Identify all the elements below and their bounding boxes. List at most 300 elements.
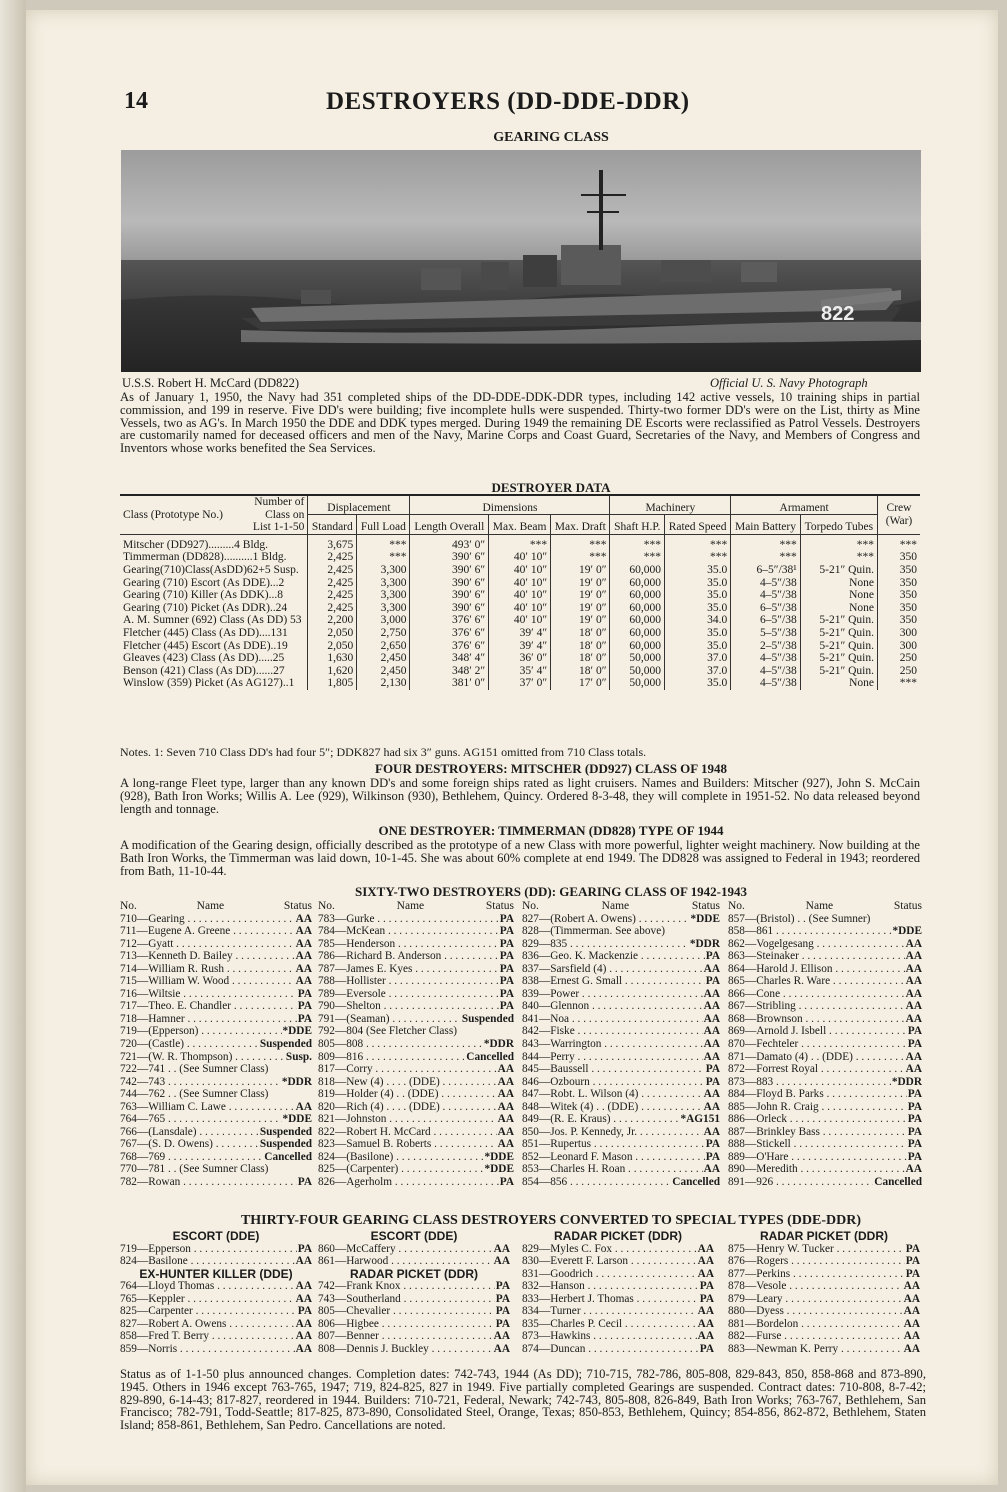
list-item [318, 1293, 510, 1306]
header-no: No. [318, 900, 335, 912]
list-item [318, 950, 514, 963]
ship-status: PA [705, 950, 720, 963]
list-item [522, 1255, 714, 1268]
ship-status: *DDE [484, 1163, 514, 1176]
list-item [318, 1255, 510, 1268]
col-full-load: Full Load [357, 515, 410, 534]
col-main-battery: Main Battery [731, 515, 801, 534]
header-status: Status [893, 900, 922, 912]
list-item [120, 1293, 312, 1306]
ship-name: 807—Benner . . . [318, 1330, 493, 1343]
ship-name: 713—Kenneth D. Bailey . . . [120, 950, 295, 963]
ship-status: AA [697, 1242, 714, 1255]
data-cell: 19′ 0″ [551, 602, 610, 615]
data-cell: 2,050 [308, 640, 357, 653]
data-cell: 39′ 4″ [489, 640, 551, 653]
ship-name: 851—Rupertus . . . [522, 1138, 705, 1151]
page-number: 14 [124, 88, 148, 114]
class-name-cell: Mitscher (DD927).........4 Bldg. [123, 538, 269, 551]
data-cell: None [800, 677, 877, 690]
ship-name: 837—Sarsfield (4) . . . [522, 963, 703, 976]
list-item [120, 925, 312, 938]
data-cell: 19′ 0″ [551, 577, 610, 590]
ship-status: AA [697, 1255, 714, 1268]
header-status: Status [283, 900, 312, 912]
ship-status: PA [499, 950, 514, 963]
ship-status: AA [697, 1317, 714, 1330]
ship-name: 827—(Robert A. Owens) . . . [522, 913, 690, 926]
col-draft: Max. Draft [551, 515, 610, 534]
ship-name: 860—McCaffery . . . [318, 1243, 493, 1256]
ship-name: 821—Johnston . . . [318, 1113, 497, 1126]
ship-status: AA [295, 950, 312, 963]
data-cell: 2,425 [308, 602, 357, 615]
list-item [522, 1126, 720, 1139]
data-cell: *** [610, 534, 665, 551]
data-cell: *** [731, 551, 801, 564]
ship-name: 884—Floyd B. Parks . . . [728, 1088, 907, 1101]
data-cell: 250 [878, 652, 921, 665]
ship-status: PA [499, 1000, 514, 1013]
ship-status: AA [905, 987, 922, 1000]
list-item [728, 1176, 922, 1189]
data-cell: 376′ 6″ [410, 627, 489, 640]
data-cell: 390′ 6″ [410, 551, 489, 564]
ship-name: 790—Shelton . . . [318, 1000, 499, 1013]
ship-name: 864—Harold J. Ellison . . . [728, 963, 905, 976]
ship-name: 715—William W. Wood . . . [120, 975, 295, 988]
data-cell: 19′ 0″ [551, 614, 610, 627]
gearing-heading: SIXTY-TWO DESTROYERS (DD): GEARING CLASS OF 1942-1943 [355, 884, 747, 899]
ship-status [311, 1063, 312, 1076]
ship-name: 883—Newman K. Perry . . . [728, 1343, 903, 1356]
data-cell: 60,000 [610, 589, 665, 602]
ship-name: 845—Baussell . . . [522, 1063, 705, 1076]
class-name-cell: Gearing (710) Escort (As DDE)...2 [123, 576, 285, 589]
converted-heading: THIRTY-FOUR GEARING CLASS DESTROYERS CONVERTED TO SPECIAL TYPES (DDE-DDR) [240, 1213, 862, 1228]
data-cell: 34.0 [664, 614, 730, 627]
header-name: Name [601, 900, 630, 912]
list-item [522, 1163, 720, 1176]
ship-status: AA [697, 1330, 714, 1343]
ship-status: Cancelled [672, 1176, 720, 1189]
list-item [522, 1318, 714, 1331]
ship-status: PA [705, 975, 720, 988]
list-item [728, 1318, 920, 1331]
gearing-column-header [120, 900, 312, 913]
list-item [120, 1063, 312, 1076]
list-item [318, 1330, 510, 1343]
list-item [120, 1318, 312, 1331]
ship-name: 854—856 . . . [522, 1176, 671, 1189]
data-cell: 40′ 10″ [489, 602, 551, 615]
data-cell: 2–5″/38 [731, 640, 801, 653]
data-cell: 2,130 [357, 677, 410, 690]
ship-status: PA [499, 975, 514, 988]
ship-name: 863—Steinaker . . . [728, 950, 905, 963]
data-cell: 350 [878, 602, 921, 615]
ship-status: AA [493, 1342, 510, 1355]
data-cell: *** [664, 534, 730, 551]
ship-name: 839—Power . . . [522, 988, 703, 1001]
ship-name: 873—Hawkins . . . [522, 1330, 697, 1343]
data-table-row [120, 640, 920, 653]
data-cell: 3,000 [357, 614, 410, 627]
data-cell: 37.0 [664, 665, 730, 678]
class-name-cell: Timmerman (DD828)..........1 Bldg. [123, 551, 287, 564]
data-cell: 5-21″ Quin. [800, 564, 877, 577]
ship-status: AA [903, 1305, 920, 1318]
ship-name: 852—Leonard F. Mason . . . [522, 1151, 705, 1164]
ship-name: 742—743 . . . [120, 1076, 281, 1089]
ship-status: AA [493, 1330, 510, 1343]
ship-name: 718—Hamner . . . [120, 1013, 297, 1026]
ship-name: 825—Carpenter . . . [120, 1305, 297, 1318]
data-cell: 35′ 4″ [489, 665, 551, 678]
ship-name: 792—804 (See Fletcher Class) [318, 1025, 457, 1038]
list-item [728, 1000, 922, 1013]
ship-status: AA [703, 1125, 720, 1138]
converted-column [522, 1230, 714, 1355]
type-heading: ESCORT (DDE) [370, 1229, 458, 1243]
ship-name: 858—Fred T. Berry . . . [120, 1330, 295, 1343]
ship-name: 826—Agerholm . . . [318, 1176, 499, 1189]
list-item [120, 1151, 312, 1164]
data-cell: *** [800, 534, 877, 551]
ship-name: 878—Vesole . . . [728, 1280, 903, 1293]
ship-status: PA [297, 1176, 312, 1189]
ship-name: 768—769 . . . [120, 1151, 263, 1164]
list-item [522, 1025, 720, 1038]
ship-name: 785—Henderson . . . [318, 938, 499, 951]
data-table-row [120, 589, 920, 602]
data-cell: *** [551, 551, 610, 564]
ship-name: 880—Dyess . . . [728, 1305, 903, 1318]
list-item [728, 1126, 922, 1139]
ship-status: PA [699, 1280, 714, 1293]
ship-name: 825—(Carpenter) . . . [318, 1163, 484, 1176]
ship-status: Suspended [461, 1012, 514, 1025]
intro-paragraph: As of January 1, 1950, the Navy had 351 completed ships of the DD-DDE-DDK-DDR types, including 142 active vessels, 10 training ships in partial commission, and 199 in reserve. Five DD's were building; five incomplete hulls were suspended. Thirty-two former DD's were on the List, thirty as Mine Vessels, two as AG's. In March 1950 the DDE and DDK types merged. During 1949 the remaining DE Escorts were reclassified as Patrol Vessels. Destroyers are customarily named for deceased officers and men of the Navy, Marine Corps and Coast Guard, Secretaries of the Navy, and Members of Congress and Inventors whose works benefited the Sea Services. [120, 390, 920, 456]
ship-name: 849—(R. E. Kraus) . . . [522, 1113, 679, 1126]
data-cell: 1,630 [308, 652, 357, 665]
ship-status: AA [295, 962, 312, 975]
ship-name: 873—883 . . . [728, 1076, 891, 1089]
ship-status: PA [907, 1125, 922, 1138]
data-cell: 60,000 [610, 627, 665, 640]
ship-name: 868—Brownson . . . [728, 1013, 905, 1026]
data-cell: 390′ 6″ [410, 564, 489, 577]
list-item [318, 1126, 514, 1139]
ship-name: 742—Frank Knox . . . [318, 1280, 495, 1293]
gearing-column-header [522, 900, 720, 913]
destroyer-data-table [120, 494, 920, 690]
list-item [522, 1101, 720, 1114]
ship-name: 710—Gearing . . . [120, 913, 295, 926]
ship-status: AA [497, 1138, 514, 1151]
list-item [522, 1243, 714, 1256]
list-item [318, 1280, 510, 1293]
mitscher-text: A long-range Fleet type, larger than any known DD's and some foreign ships rated as light cruisers. Names and Builders: Mitscher (927), John S. McCain (928), Bath Iron Works; Willis A. Lee (929), Wilkinson (930), Bethlehem, Quincy. Ordered 8-3-48, they will complete in 1951-52. No data released beyond length and tonnage. [120, 776, 920, 816]
col-speed: Rated Speed [664, 515, 730, 534]
class-name-cell: Gearing (710) Picket (As DDR)..24 [123, 601, 288, 614]
ship-status: *DDR [891, 1075, 922, 1088]
ship-name: 719—(Epperson) . . . [120, 1025, 282, 1038]
data-cell: 300 [878, 627, 921, 640]
header-no: No. [728, 900, 745, 912]
data-cell: 376′ 6″ [410, 614, 489, 627]
ship-name: 722—741 . . (See Sumner Class) [120, 1063, 269, 1076]
list-item [318, 1176, 514, 1189]
list-item [318, 1163, 514, 1176]
type-heading: ESCORT (DDE) [172, 1229, 260, 1243]
ship-status: *DDE [892, 925, 922, 938]
ship-name: 891—926 . . . [728, 1176, 873, 1189]
ship-name: 717—Theo. E. Chandler . . . [120, 1000, 297, 1013]
data-cell: 39′ 4″ [489, 627, 551, 640]
ship-name: 889—O'Hare . . . [728, 1151, 907, 1164]
ship-status: AA [903, 1317, 920, 1330]
data-cell: 60,000 [610, 577, 665, 590]
list-item [728, 1113, 922, 1126]
list-item [728, 1151, 922, 1164]
ship-name: 857—(Bristol) . . (See Sumner) [728, 912, 871, 925]
ship-name: 765—Keppler . . . [120, 1293, 295, 1306]
data-cell: 36′ 0″ [489, 652, 551, 665]
ship-name: 890—Meredith . . . [728, 1163, 905, 1176]
col-class: Class (Prototype No.) [120, 495, 249, 534]
data-cell: 37.0 [664, 652, 730, 665]
book-page [26, 10, 998, 1485]
ship-name: 764—Lloyd Thomas . . . [120, 1280, 295, 1293]
data-cell: 60,000 [610, 602, 665, 615]
list-item [728, 1163, 922, 1176]
data-cell: 350 [878, 564, 921, 577]
data-cell: 4–5″/38 [731, 589, 801, 602]
data-cell: 37′ 0″ [489, 677, 551, 690]
ship-status: *DDE [282, 1025, 312, 1038]
ship-status: PA [705, 1063, 720, 1076]
list-item [318, 975, 514, 988]
data-cell: 5-21″ Quin. [800, 652, 877, 665]
data-cell: 348′ 2″ [410, 665, 489, 678]
ship-name: 743—Southerland . . . [318, 1293, 495, 1306]
ship-name: 719—Epperson . . . [120, 1243, 297, 1256]
ship-status: AA [295, 937, 312, 950]
list-item [318, 988, 514, 1001]
list-item [728, 1293, 920, 1306]
type-heading: RADAR PICKET (DDR) [350, 1266, 478, 1281]
ship-status: PA [907, 1025, 922, 1038]
list-item [728, 1038, 922, 1051]
ship-name: 848—Witek (4) . . (DDE) . . . [522, 1101, 703, 1114]
ship-name: 834—Turner . . . [522, 1305, 697, 1318]
list-item [522, 1138, 720, 1151]
list-item [120, 1000, 312, 1013]
list-item [728, 1051, 922, 1064]
ship-name: 870—Fechteler . . . [728, 1038, 907, 1051]
ship-name: 824—(Basilone) . . . [318, 1151, 484, 1164]
ship-name: 871—Damato (4) . . (DDE) . . . [728, 1051, 905, 1064]
data-cell: 50,000 [610, 665, 665, 678]
ship-name: 844—Perry . . . [522, 1051, 703, 1064]
ship-name: 716—Wiltsie . . . [120, 988, 297, 1001]
ship-status: AA [905, 1050, 922, 1063]
ship-name: 887—Brinkley Bass . . . [728, 1126, 907, 1139]
data-cell: 390′ 6″ [410, 577, 489, 590]
ship-status: AA [497, 1063, 514, 1076]
data-cell: 2,425 [308, 564, 357, 577]
list-item [522, 950, 720, 963]
mitscher-heading: FOUR DESTROYERS: MITSCHER (DD927) CLASS OF 1948 [375, 761, 727, 776]
list-item [120, 1138, 312, 1151]
ship-name: 888—Stickell . . . [728, 1138, 907, 1151]
data-cell: 381′ 0″ [410, 677, 489, 690]
ship-status: *DDE [282, 1113, 312, 1126]
list-item [120, 1038, 312, 1051]
list-item [522, 1063, 720, 1076]
data-cell: None [800, 589, 877, 602]
class-name-cell: Fletcher (445) Class (As DD)....131 [123, 626, 288, 639]
header-name: Name [196, 900, 225, 912]
ship-status: AA [905, 975, 922, 988]
ship-status: AA [497, 1088, 514, 1101]
ship-name: 885—John R. Craig . . . [728, 1101, 907, 1114]
data-table-row [120, 677, 920, 690]
ship-name: 817—Corry . . . [318, 1063, 497, 1076]
ship-name: 865—Charles R. Ware . . . [728, 975, 905, 988]
ship-status: PA [907, 1038, 922, 1051]
data-cell: 350 [878, 551, 921, 564]
ship-status [921, 913, 922, 926]
ship-status: PA [499, 987, 514, 1000]
ship-status: PA [905, 1242, 920, 1255]
ship-name: 867—Stribling . . . [728, 1000, 905, 1013]
ship-status: AA [295, 925, 312, 938]
ship-status: *DDE [690, 912, 720, 925]
col-beam: Max. Beam [489, 515, 551, 534]
ship-status: PA [499, 925, 514, 938]
data-table-row [120, 551, 920, 564]
ship-status [719, 925, 720, 938]
data-cell: None [800, 602, 877, 615]
ship-status: AA [697, 1305, 714, 1318]
ship-status: AA [703, 1100, 720, 1113]
list-item [318, 1088, 514, 1101]
ship-status: AA [497, 1100, 514, 1113]
data-cell: 19′ 0″ [551, 564, 610, 577]
list-item [318, 1038, 514, 1051]
list-item [318, 1151, 514, 1164]
converted-column [728, 1230, 920, 1355]
list-item [728, 1330, 920, 1343]
ship-name: 822—Robert H. McCard . . . [318, 1126, 497, 1139]
list-item [318, 963, 514, 976]
list-item [120, 1126, 312, 1139]
ship-status: AA [905, 1163, 922, 1176]
ship-status: AA [703, 987, 720, 1000]
data-cell: 350 [878, 577, 921, 590]
list-item [120, 988, 312, 1001]
ship-status: AA [295, 1100, 312, 1113]
list-item [120, 913, 312, 926]
ship-status: PA [907, 1113, 922, 1126]
ship-name: 862—Vogelgesang . . . [728, 938, 905, 951]
list-item [522, 1038, 720, 1051]
list-item [522, 925, 720, 938]
data-cell: 35.0 [664, 677, 730, 690]
ship-name: 872—Forrest Royal . . . [728, 1063, 905, 1076]
ship-name: 820—Rich (4) . . . . (DDE) . . . [318, 1101, 497, 1114]
ship-name: 882—Furse . . . [728, 1330, 903, 1343]
ship-name: 842—Fiske . . . [522, 1025, 703, 1038]
ship-name: 805—Chevalier . . . [318, 1305, 495, 1318]
ship-status [513, 1025, 514, 1038]
data-cell: 17′ 0″ [551, 677, 610, 690]
data-cell: 493′ 0″ [410, 534, 489, 551]
data-cell: 18′ 0″ [551, 640, 610, 653]
ship-status: PA [699, 1292, 714, 1305]
gearing-column-header [728, 900, 922, 913]
ship-status: AA [905, 1000, 922, 1013]
data-cell: 3,300 [357, 589, 410, 602]
ship-name: 869—Arnold J. Isbell . . . [728, 1025, 907, 1038]
data-cell: 40′ 10″ [489, 614, 551, 627]
gearing-column [120, 900, 312, 1189]
ship-status: AA [903, 1330, 920, 1343]
list-item [318, 913, 514, 926]
ship-name: 714—William R. Rush . . . [120, 963, 295, 976]
data-cell: 2,050 [308, 627, 357, 640]
ship-status: PA [297, 1242, 312, 1255]
ship-name: 787—James E. Kyes . . . [318, 963, 499, 976]
data-table-row [120, 614, 920, 627]
list-item [120, 1176, 312, 1189]
header-status: Status [485, 900, 514, 912]
list-item [728, 925, 922, 938]
ship-name: 846—Ozbourn . . . [522, 1076, 705, 1089]
ship-name: 827—Robert A. Owens . . . [120, 1318, 295, 1331]
ship-name: 783—Gurke . . . [318, 913, 499, 926]
ship-status: PA [495, 1280, 510, 1293]
list-item [318, 1305, 510, 1318]
ship-name: 786—Richard B. Anderson . . . [318, 950, 499, 963]
ship-status: PA [705, 1138, 720, 1151]
ship-status: AA [497, 1113, 514, 1126]
ship-photograph [121, 150, 921, 372]
data-cell: 6–5″/38 [731, 614, 801, 627]
header-name: Name [396, 900, 425, 912]
ship-status: Cancelled [874, 1176, 922, 1189]
book-spine [0, 0, 26, 1492]
header-no: No. [120, 900, 137, 912]
list-item [120, 1113, 312, 1126]
list-item [120, 1076, 312, 1089]
data-cell: 2,425 [308, 589, 357, 602]
data-cell: 35.0 [664, 640, 730, 653]
data-table-row [120, 627, 920, 640]
list-item [318, 1076, 514, 1089]
list-item [318, 1138, 514, 1151]
ship-name: 833—Herbert J. Thomas . . . [522, 1293, 699, 1306]
list-item [522, 1176, 720, 1189]
data-cell: 4–5″/38 [731, 577, 801, 590]
data-cell: 6–5″/38 [731, 602, 801, 615]
list-item [120, 1163, 312, 1176]
list-item [728, 913, 922, 926]
ship-status: Suspended [259, 1038, 312, 1051]
ship-name: 744—762 . . (See Sumner Class) [120, 1088, 269, 1101]
